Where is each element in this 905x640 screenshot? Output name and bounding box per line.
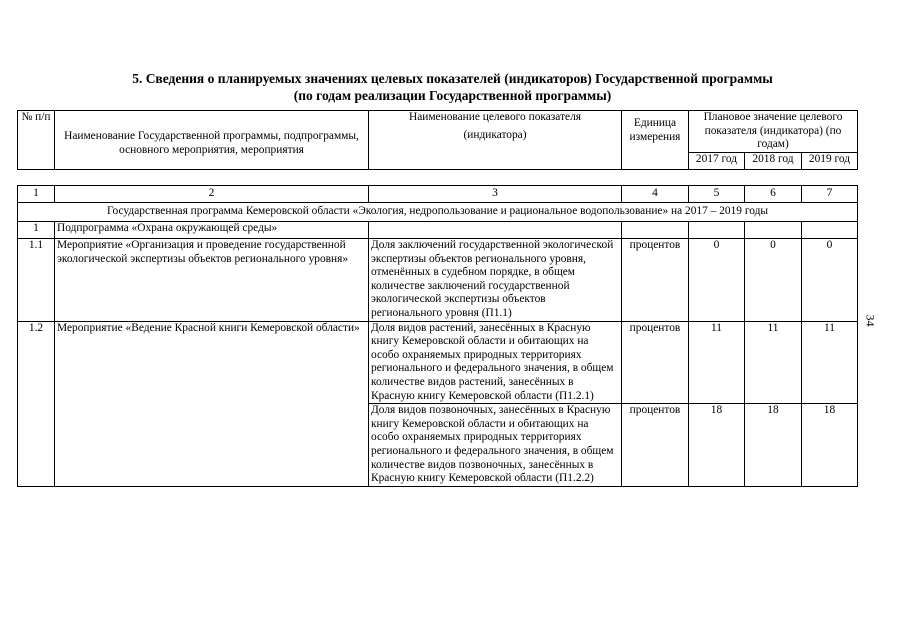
row-indicator: Доля видов позвоночных, занесённых в Красную книгу Кемеровской области и обитающих на особо охраняемых природных территориях регионального и федерального значения, в общем количестве видов позвоночных, занесённых в Красную книгу Кемеровской области (П1.2.2) [369,404,622,487]
column-number: 6 [745,186,802,203]
header-no: № п/п [18,111,55,170]
row-name: Мероприятие «Ведение Красной книги Кемеровской области» [55,321,369,486]
header-indicator-line-1: Наименование целевого показателя [408,111,582,123]
row-value-2019: 11 [802,321,858,404]
subprogram-no: 1 [18,222,55,239]
row-unit: процентов [622,404,689,487]
row-indicator: Доля видов растений, занесённых в Красную книгу Кемеровской области и обитающих на особо охраняемых природных территориях регионального и федерального значения, в общем количестве видов растений, занесённых в Красную книгу Кемеровской области (П1.2.1) [369,321,622,404]
row-value-2019: 18 [802,404,858,487]
page-number: 34 [863,314,878,327]
header-unit: Единица измерения [622,111,689,170]
header-indicator-line-2: (индикатора) [463,128,527,141]
row-value-2018: 0 [745,239,802,322]
column-number: 5 [689,186,745,203]
header-indicator-name [369,111,622,170]
subprogram-row [18,222,858,239]
title-line-1: 5. Сведения о планируемых значениях целевых показателей (индикаторов) Государственной программы [132,71,773,86]
table-row [18,239,858,322]
header-year-2017: 2017 год [689,152,745,169]
table-row [18,321,858,404]
program-title-row [18,203,858,222]
column-number-row [18,186,858,203]
program-title: Государственная программа Кемеровской области «Экология, недропользование и рациональное водопользование» на 2017 – 2019 годы [18,203,858,222]
column-number: 4 [622,186,689,203]
subprogram-name: Подпрограмма «Охрана окружающей среды» [55,222,369,239]
row-value-2017: 0 [689,239,745,322]
data-table [17,185,858,487]
column-number: 2 [55,186,369,203]
header-table [17,110,858,170]
row-no: 1.2 [18,321,55,486]
row-unit: процентов [622,239,689,322]
row-value-2017: 18 [689,404,745,487]
column-number: 1 [18,186,55,203]
header-planned: Плановое значение целевого показателя (индикатора) (по годам) [689,111,858,153]
document-title [0,70,905,104]
column-number: 3 [369,186,622,203]
row-value-2018: 18 [745,404,802,487]
row-unit: процентов [622,321,689,404]
row-value-2017: 11 [689,321,745,404]
row-name: Мероприятие «Организация и проведение государственной экологической экспертизы объектов регионального уровня» [55,239,369,322]
row-no: 1.1 [18,239,55,322]
header-year-2019: 2019 год [802,152,858,169]
header-year-2018: 2018 год [745,152,802,169]
header-program-name: Наименование Государственной программы, подпрограммы, основного мероприятия, мероприятия [55,111,369,170]
row-value-2018: 11 [745,321,802,404]
row-value-2019: 0 [802,239,858,322]
row-indicator: Доля заключений государственной экологической экспертизы объектов регионального уровня, отменённых в судебном порядке, в общем количестве заключений государственной экологической экспертизы объектов регионального уровня (П1.1) [369,239,622,322]
title-line-2: (по годам реализации Государственной программы) [293,88,612,103]
column-number: 7 [802,186,858,203]
